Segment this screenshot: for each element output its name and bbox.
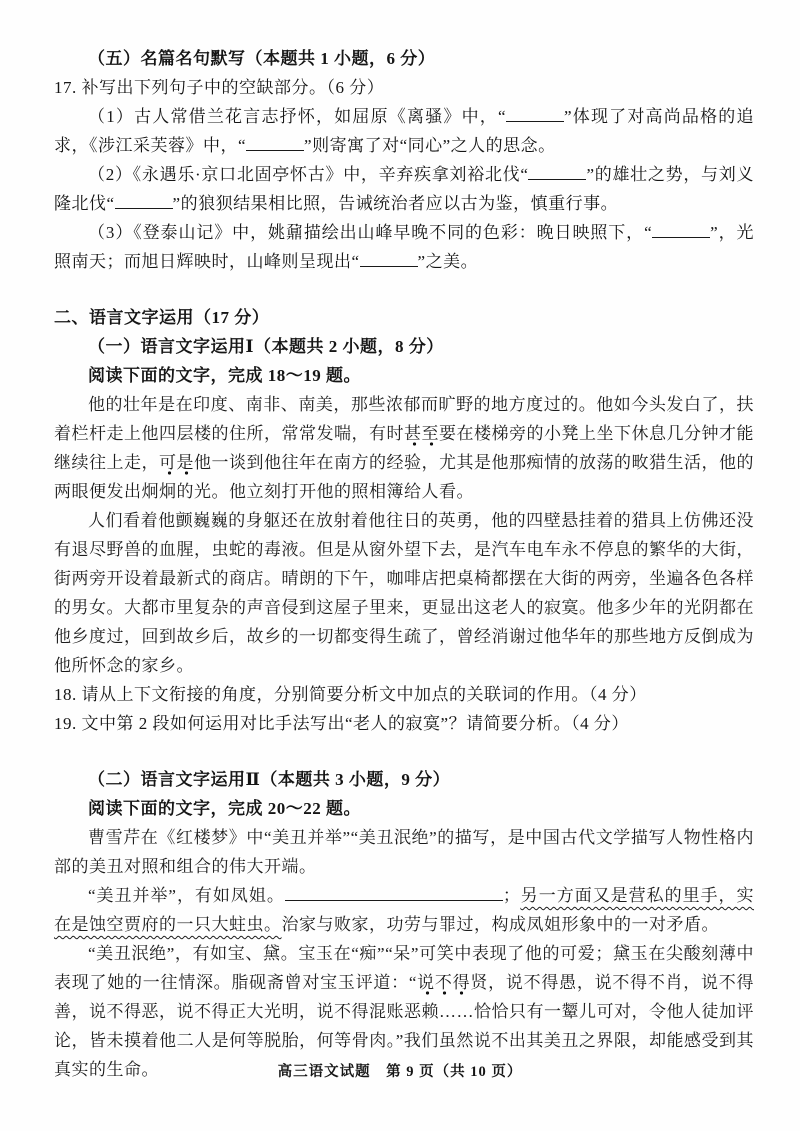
q17-stem: 17. 补写出下列句子中的空缺部分。（6 分） [54,78,385,97]
reading1-paragraph-2: 人们看着他颤巍巍的身躯还在放射着他往日的英勇，他的四壁悬挂着的猎具上仿佛还没有退尽野兽的血腥，虫蛇的毒液。但是从窗外望下去，是汽车电车永不停息的繁华的大街，街两旁开设着最新式的商店。晴朗的下午，咖啡店把桌椅都摆在大街的两旁，坐遍各色各样的男女。大都市里复杂的声音侵到这屋子里来，更显出这老人的寂寞。他多少年的光阴都在他乡度过，回到故乡后，故乡的一切都变得生疏了，曾经消谢过他华年的那些地方反倒成为他所怀念的家乡。 [54,511,754,675]
reading1-p1-text-2: 要在楼梯旁的小凳上坐下休息几分钟才能继续往上走， [54,424,754,472]
emphasized-phrase: 说不得 [417,973,470,995]
reading2-p3-text-2: 贤，说不得愚，说不得不肖，说不得善，说不得恶，说不得正大光明，说不得混账恶赖……恰恰只有一颦儿可对，令他人徒加评论，皆未摸着他二人是何等脱胎，何等骨肉。”我们虽然说不出其美丑之界限，却能感受到其真实的生命。 [54,973,755,1079]
reading2-p2-text-3: 治家与败家，功劳与罪过，构成凤姐形象中的一对矛盾。 [281,915,719,934]
q17-item-2 [54,160,754,218]
section5-heading [54,44,754,73]
part2-heading [54,765,754,794]
q17-item-2-text-1: （2）《永遇乐·京口北固亭怀古》中，辛弃疾拿刘裕北伐“ [88,165,529,184]
section-spacer [54,738,754,765]
reading1-p1-text-1: 他的壮年是在印度、南非、南美，那些浓郁而旷野的地方度过的。他如今头发白了，扶着栏杆走上他四层楼的住所，常常发喘，有时 [54,395,754,443]
answer-blank [360,266,418,267]
q17-item-1-text-2: ”体现了对高尚品格的追求，《涉江采芙蓉》中，“ [54,107,755,155]
section5-heading-note: （本题共 1 小题，6 分） [245,49,436,68]
q17-item-1-text-1: （1）古人常借兰花言志抒怀，如屈原《离骚》中，“ [88,107,507,126]
part1-heading [54,332,754,361]
answer-blank [246,150,304,151]
answer-blank [506,121,564,122]
answer-blank-long [285,900,503,901]
q17-item-1 [54,102,754,160]
reading2-p2-text-2: ； [502,886,521,905]
reading2-paragraph-2 [54,881,754,939]
emphasized-conjunction: 可是 [159,453,194,475]
section2-heading-title: 二、语言文字运用 [54,308,194,327]
q17-item-3-text-3: ”之美。 [417,252,479,271]
part2-heading-note: （本题共 3 小题，9 分） [260,770,451,789]
part1-intro: 阅读下面的文字，完成 18～19 题。 [88,366,361,385]
question-19: 19. 文中第 2 段如何运用对比手法写出“老人的寂寞”？请简要分析。（4 分） [54,714,629,733]
section-spacer [54,276,754,303]
part2-intro: 阅读下面的文字，完成 20～22 题。 [88,799,361,818]
answer-blank [652,237,710,238]
q17-item-1-text-3: ”则寄寓了对“同心”之人的思念。 [304,136,556,155]
reading2-p2-text-1: “美丑并举”，有如凤姐。 [88,886,285,905]
page-footer: 高三语文试题 第 9 页（共 10 页） [277,1064,523,1080]
part1-heading-note: （本题共 2 小题，8 分） [253,337,444,356]
part1-heading-title: （一）语言文字运用Ⅰ [88,337,254,356]
q17-item-3-text-2: ”，光照南天；而旭日辉映时，山峰则呈现出“ [54,223,755,271]
section2-heading [54,303,754,332]
reading1-paragraph-1 [54,390,754,506]
reading1-p1-text-3: 他一谈到他往年在南方的经验，尤其是他那痴情的放荡的畋猎生活，他的两眼便发出炯炯的光。他立刻打开他的照相簿给人看。 [54,453,754,501]
reading2-paragraph-1: 曹雪芹在《红楼梦》中“美丑并举”“美丑泯绝”的描写，是中国古代文学描写人物性格内部的美丑对照和组合的伟大开端。 [54,828,754,876]
q17-item-3 [54,218,754,276]
q17-item-2-text-2: ”的雄壮之势，与刘义隆北伐“ [54,165,754,213]
reading2-p3-text-1: “美丑泯绝”，有如宝、黛。宝玉在“痴”“呆”可笑中表现了他的可爱；黛玉在尖酸刻薄中表现了她的一往情深。脂砚斋曾对宝玉评道：“ [54,944,754,992]
section2-heading-note: （17 分） [194,308,270,327]
emphasized-conjunction: 甚至 [404,424,439,446]
wavy-underlined-text: 另一方面又是营私的里手，实在是蚀空贾府的一只大蛀虫。 [54,886,755,934]
answer-blank [528,179,586,180]
q17-item-2-text-3: ”的狼狈结果相比照，告诫统治者应以古为鉴，慎重行事。 [172,194,619,213]
q17-item-3-text-1: （3）《登泰山记》中，姚鼐描绘出山峰早晚不同的色彩：晚日映照下，“ [88,223,653,242]
question-18: 18. 请从上下文衔接的角度，分别简要分析文中加点的关联词的作用。（4 分） [54,685,647,704]
section5-heading-title: （五）名篇名句默写 [88,49,246,68]
part2-heading-title: （二）语言文字运用Ⅱ [88,770,261,789]
answer-blank [115,208,173,209]
